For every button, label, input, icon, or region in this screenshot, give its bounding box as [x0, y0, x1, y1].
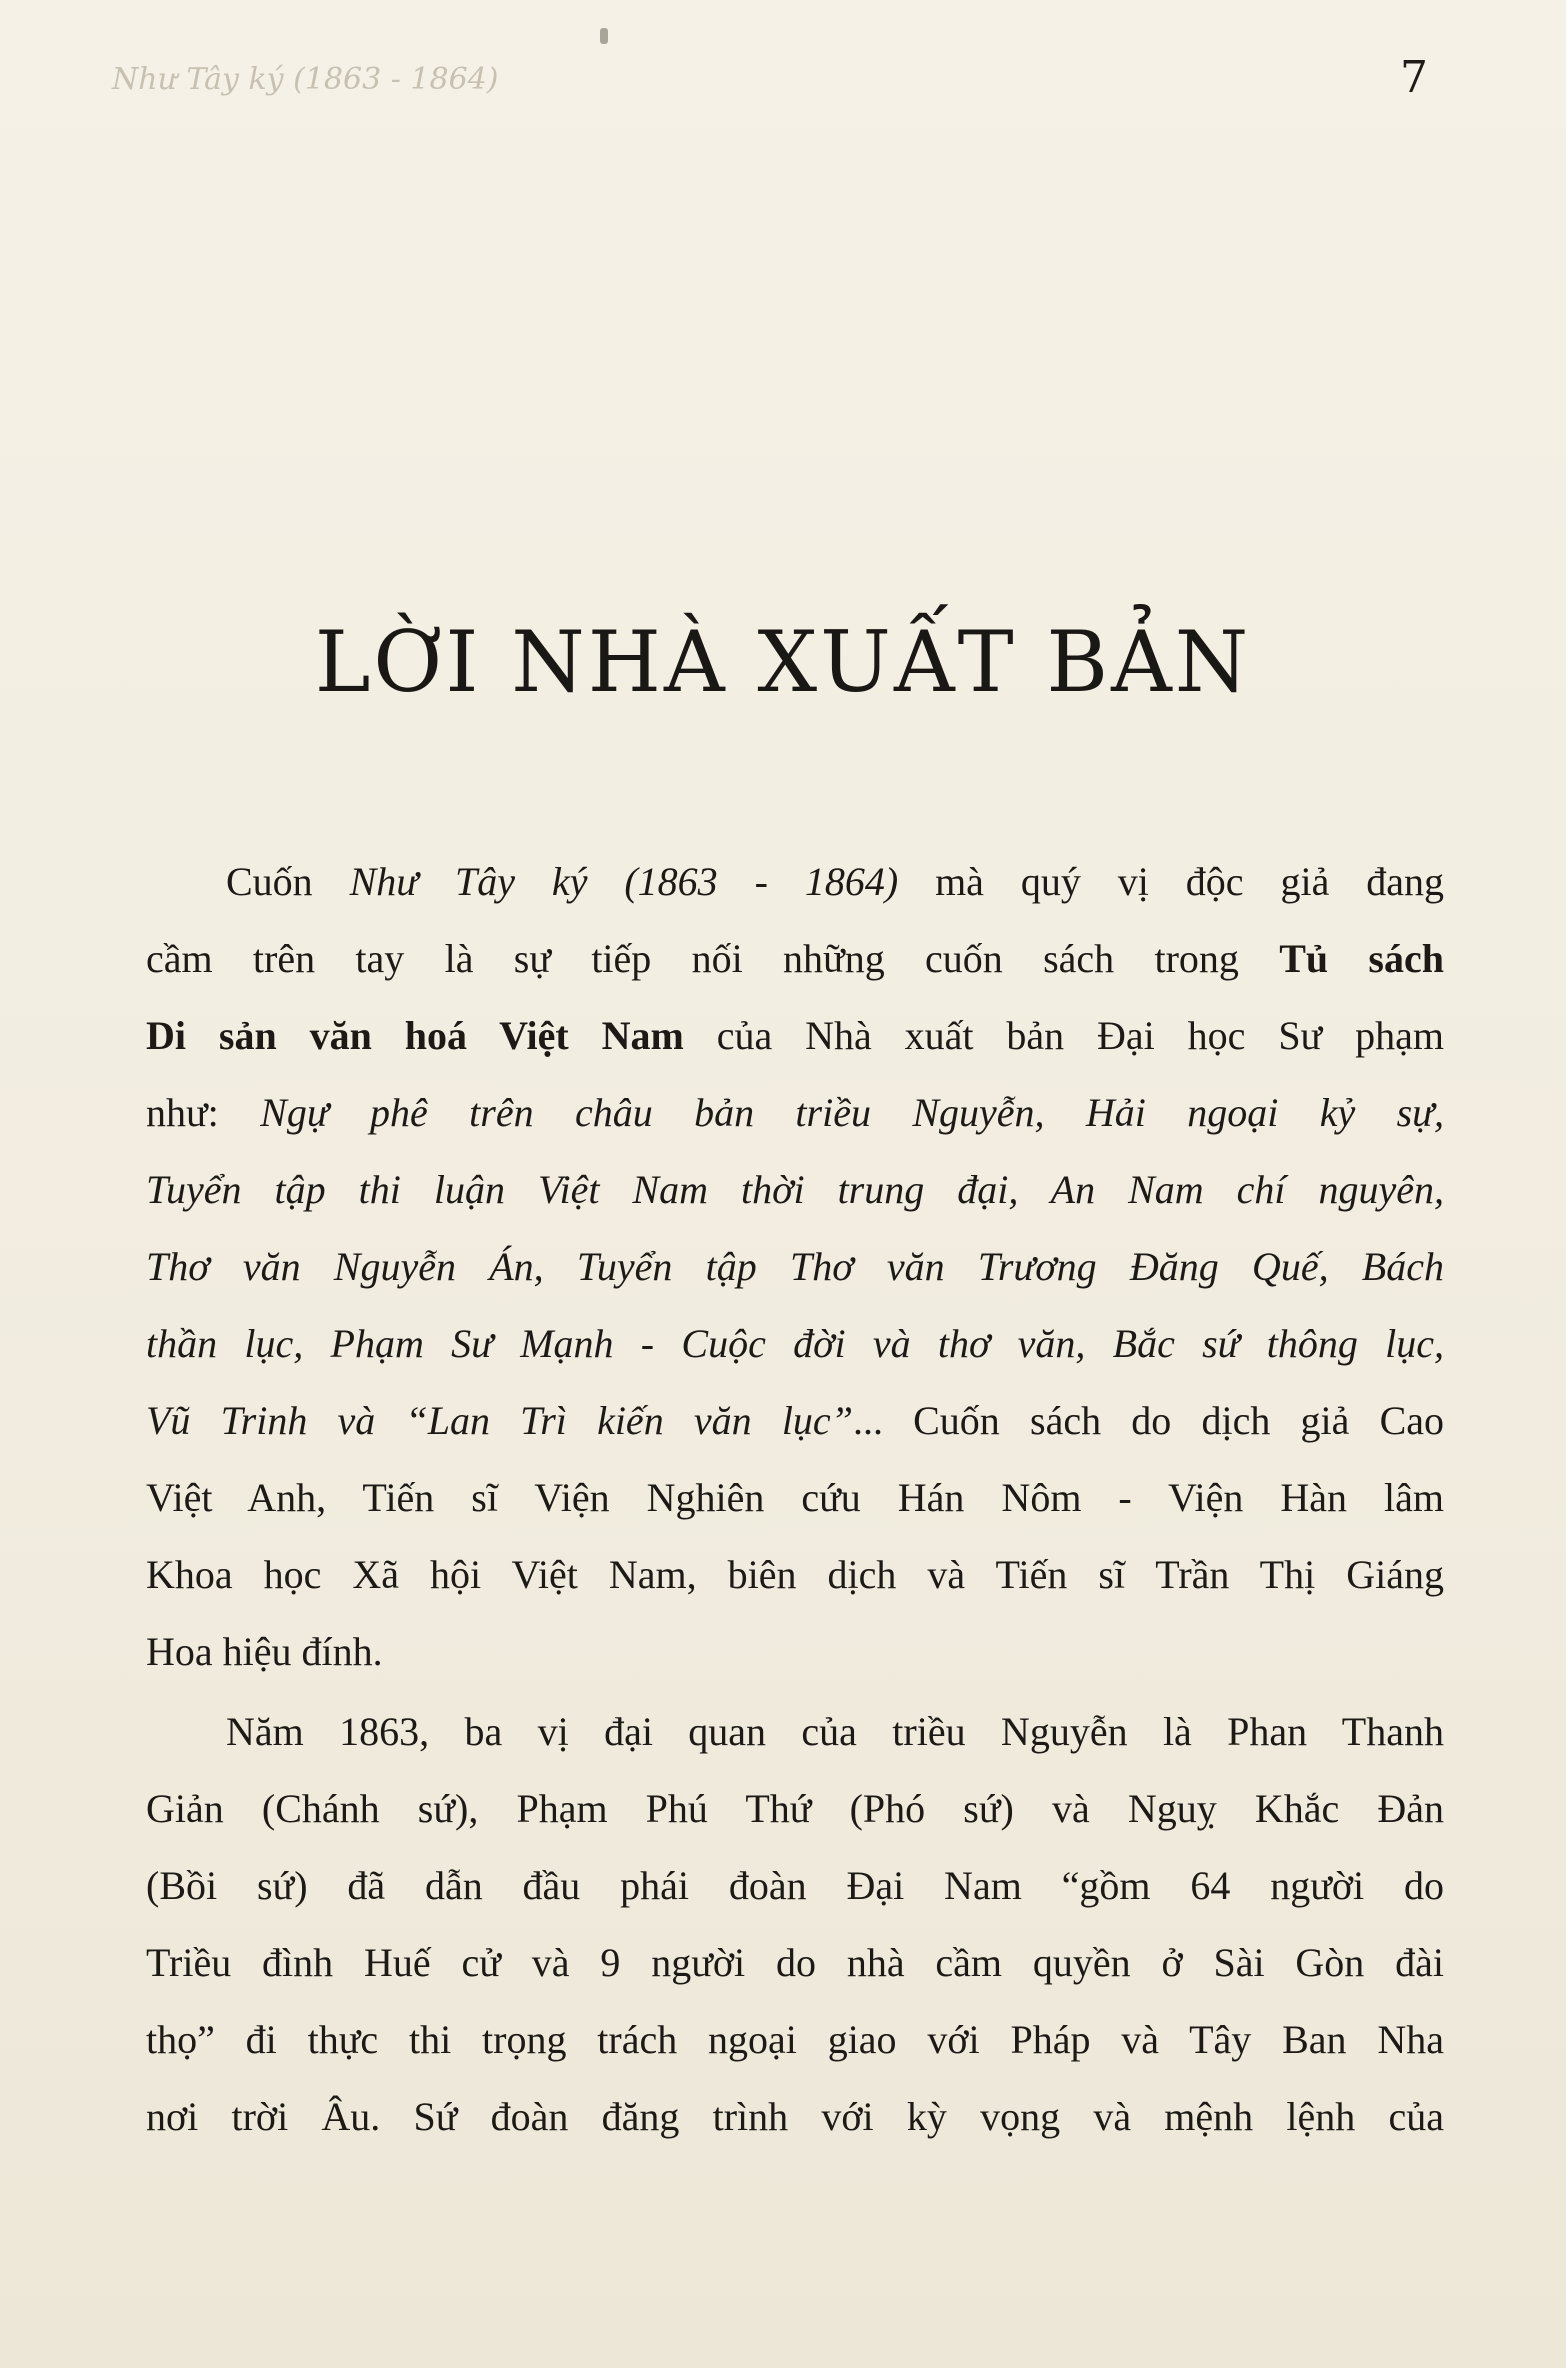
text-line: Việt Anh, Tiến sĩ Viện Nghiên cứu Hán Nôm - Viện Hàn lâm — [146, 1475, 1444, 1520]
text-run: mà quý vị độc giả đang — [898, 859, 1445, 904]
text-run: Cuốn — [226, 859, 350, 904]
series-name-bold: Di sản văn hoá Việt Nam — [146, 1013, 684, 1058]
text-line: Khoa học Xã hội Việt Nam, biên dịch và Tiến sĩ Trần Thị Giáng — [146, 1552, 1444, 1597]
text-line: nơi trời Âu. Sứ đoàn đăng trình với kỳ vọng và mệnh lệnh của — [146, 2094, 1444, 2139]
text-run: cầm trên tay là sự tiếp nối những cuốn sách trong — [146, 936, 1280, 981]
text-run: ... Cuốn sách do dịch giả Cao — [852, 1398, 1444, 1443]
text-run: như: — [146, 1090, 261, 1135]
book-title-italic: Vũ Trinh và “Lan Trì kiến văn lục” — [146, 1398, 853, 1443]
text-line: Triều đình Huế cử và 9 người do nhà cầm quyền ở Sài Gòn đài — [146, 1940, 1444, 1985]
text-line: thần lục, Phạm Sư Mạnh - Cuộc đời và thơ văn, Bắc sứ thông lục, — [146, 1321, 1444, 1366]
book-title-italic: Như Tây ký (1863 - 1864) — [349, 859, 899, 904]
text-line: Giản (Chánh sứ), Phạm Phú Thứ (Phó sứ) và Nguỵ Khắc Đản — [146, 1786, 1444, 1831]
page-title: LỜI NHÀ XUẤT BẢN — [314, 613, 1252, 711]
text-line — [146, 920, 1444, 997]
series-name-bold: Tủ sách — [1279, 936, 1445, 981]
text-line: Năm 1863, ba vị đại quan của triều Nguyễn là Phan Thanh — [226, 1709, 1444, 1754]
paragraph-intro — [146, 843, 1444, 1690]
book-title-italic: Ngự phê trên châu bản triều Nguyễn, Hải ngoại kỷ sự, — [260, 1090, 1444, 1135]
text-line: Tuyển tập thi luận Việt Nam thời trung đại, An Nam chí nguyên, — [146, 1167, 1444, 1212]
text-line — [146, 843, 1444, 920]
text-line — [146, 1074, 1444, 1151]
text-line — [146, 997, 1444, 1074]
text-line: thọ” đi thực thi trọng trách ngoại giao với Pháp và Tây Ban Nha — [146, 2017, 1444, 2062]
page-number: 7 — [1400, 52, 1428, 103]
binding-mark — [600, 28, 608, 44]
text-line — [146, 1382, 1444, 1459]
text-line: (Bồi sứ) đã dẫn đầu phái đoàn Đại Nam “gồm 64 người do — [146, 1863, 1444, 1908]
text-line: Thơ văn Nguyễn Án, Tuyển tập Thơ văn Trương Đăng Quế, Bách — [146, 1244, 1444, 1289]
running-head: Như Tây ký (1863 - 1864) — [112, 62, 499, 97]
paragraph-history — [146, 1693, 1444, 2155]
text-run: của Nhà xuất bản Đại học Sư phạm — [683, 1013, 1444, 1058]
text-line: Hoa hiệu đính. — [146, 1629, 383, 1674]
